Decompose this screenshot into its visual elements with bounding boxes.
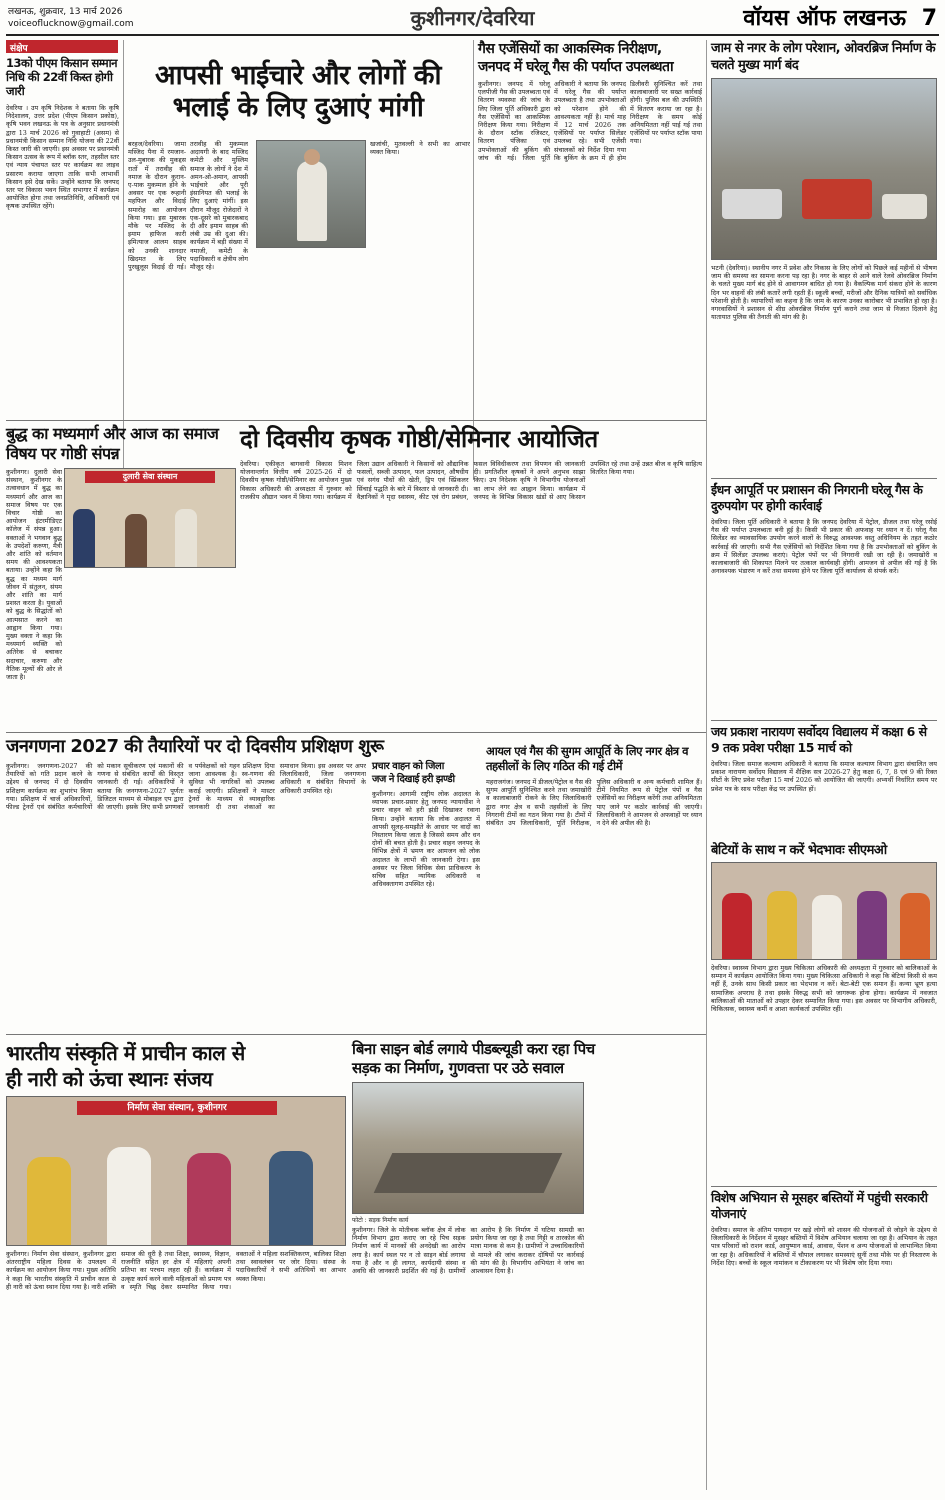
indhan-headline: ईंधन आपूर्ति पर प्रशासन की निगरानी घरेलू गैस के दुरुपयोग पर होगी कार्रवाई [711,482,923,513]
buddha-headline: बुद्ध का मध्यमार्ग और आज का समाज विषय पर गोष्ठी संपन्न [6,424,219,463]
buddha-banner: दुलारी सेवा संस्थान [85,471,215,483]
sadak-body-cont [590,1082,702,1490]
dateline-email: voiceoflucknow@gmail.com [8,19,134,29]
masthead-brand [743,2,937,32]
section-divider [6,1034,706,1035]
car-shape [722,189,782,219]
bhaichara-body-cont [370,140,470,410]
person-figure [175,509,197,567]
bhaichara-photo [256,140,366,248]
prachar-headline-line1: प्रचार वाहन को जिला [372,761,444,772]
section-divider [6,732,706,733]
betiyon-headline: बेटियों के साथ न करें भेदभावः सीएमओ [711,843,887,858]
betiyon-photo [711,862,937,960]
jayprakash-body: देवरिया। जिला समाज कल्याण अधिकारी ने बताया कि समाज कल्याण विभाग द्वारा संचालित जय प्रकाश नारायण सर्वोदय विद्यालय में शैक्षिक सत्र 2026-27 हेतु कक्षा 6, 7, 8 एवं 9 की रिक्त सीटों के लिए प्रवेश परीक्षा 15 मार्च 2026 को आयोजित की जाएगी। अभ्यर्थी निर्धारित समय पर प्रवेश पत्र के साथ परीक्षा केंद्र पर उपस्थित हों। [711,760,937,793]
gas-headline-line1: गैस एजेंसियों का आकस्मिक निरीक्षण, [478,41,662,57]
section-divider [711,478,937,479]
bhaichara-caption: खजांची, मुतवल्ली ने सभी का आभार व्यक्त किया। [370,140,470,157]
janganana-body: कुशीनगर। जनगणना-2027 की तैयारियों को गति प्रदान करने के उद्देश्य से जनपद में दो दिवसीय प्रशिक्षण कार्यक्रम का शुभारंभ किया गया। प्रशिक्षण में चार्ज अधिकारियों, फील्ड ट्रेनरों एवं संबंधित कर्मचारियों को मकान सूचीकरण एवं मकानों की गणना से संबंधित कार्यों की विस्तृत जानकारी दी गई। अधिकारियों ने बताया कि जनगणना-2027 पूर्णतः डिजिटल माध्यम से मोबाइल एप द्वारा की जाएगी। इसके लिए सभी प्रगणकों व पर्यवेक्षकों को गहन प्रशिक्षण दिया जाना आवश्यक है। स्व-गणना की सुविधा भी नागरिकों को उपलब्ध कराई जाएगी। प्रशिक्षकों ने मास्टर ट्रेनरों के माध्यम से व्यावहारिक जानकारी दी तथा शंकाओं का समाधान किया। इस अवसर पर अपर जिलाधिकारी, जिला जनगणना अधिकारी व संबंधित विभागों के अधिकारी उपस्थित रहे। [6,762,366,812]
page-number: 7 [921,6,937,31]
road-shape [374,1153,563,1193]
person-figure [900,893,930,959]
person-figure [767,891,797,959]
bhartiya-headline-line1: भारतीय संस्कृति में प्राचीन काल से [6,1041,245,1065]
buddha-body-cont [64,572,236,728]
gas-headline-line2: जनपद में घरेलू गैस की पर्याप्त उपलब्धता [478,59,674,75]
bhaichara-body: बरहज/देवरिया। जामा मस्जिद पैना में रमजान-उल-मुबारक की मुकद्दस रातों में तरावीह की नमाज के दौरान कुरान-ए-पाक मुकम्मल होने के अवसर पर एक रूहानी महफिल और विदाई समारोह का आयोजन किया गया। इस मुबारक मौके पर मस्जिद के इमाम हाफिज कारी इमित्याज आलम साहब को उनकी शानदार खिदमत के लिए पुरखुलूस विदाई दी गई। तरावीह की मुकम्मल अदायगी के बाद मस्जिद कमेटी और मुस्लिम समाज के लोगों ने देश में अमन-ओ-अमान, आपसी भाईचारे और पूरी इंसानियत की भलाई के लिए दुआएं मांगीं। इस दौरान मौजूद रोजेदारों ने एक-दूसरे को मुबारकबाद दी और इमाम साहब की लंबी उम्र की दुआ की। कार्यक्रम में बड़ी संख्या में नमाजी, कमेटी के पदाधिकारी व क्षेत्रीय लोग मौजूद रहे। [128,140,248,272]
bhaichara-headline-line2: भलाई के लिए दुआएं मांगी [172,92,424,123]
person-figure [125,514,147,567]
person-figure [269,1151,313,1246]
prachar-headline [372,760,480,786]
car-shape [882,194,927,219]
kisan-headline: 13को पीएम किसान सम्मान निधि की 22वीं किस्त होगी जारी [6,56,117,98]
buddha-body: कुशीनगर। दुलारी सेवा संस्थान, कुशीनगर के तत्वावधान में बुद्ध का मध्यमार्ग और आज का समाज विषय पर एक विचार गोष्ठी का आयोजन इंटरमीडिएट कॉलेज में संपन्न हुआ। वक्ताओं ने भगवान बुद्ध के उपदेशों करुणा, मैत्री और शांति को वर्तमान समय की आवश्यकता बताया। उन्होंने कहा कि बुद्ध का मध्यम मार्ग जीवन में संतुलन, संयम और शांति का मार्ग प्रशस्त करता है। युवाओं को बुद्ध के सिद्धांतों को आत्मसात करने का आह्वान किया गया। मुख्य वक्ता ने कहा कि मध्यमार्ग व्यक्ति को अतिरेक से बचाकर सदाचार, करुणा और नैतिक मूल्यों की ओर ले जाता है। [6,468,62,682]
prachar-body: कुशीनगर। आगामी राष्ट्रीय लोक अदालत के व्यापक प्रचार-प्रसार हेतु जनपद न्यायाधीश ने प्रचार वाहन को हरी झंडी दिखाकर रवाना किया। उन्होंने बताया कि लोक अदालत में आपसी सुलह-समझौते के आधार पर वादों का निस्तारण किया जाता है जिससे समय और धन दोनों की बचत होती है। प्रचार वाहन जनपद के विभिन्न क्षेत्रों में भ्रमण कर आमजन को लोक अदालत के लाभों की जानकारी देगा। इस अवसर पर जिला विधिक सेवा प्राधिकरण के सचिव सहित न्यायिक अधिकारी व अधिवक्तागण उपस्थित रहे। [372,790,480,889]
column-rule [706,40,707,1490]
bhartiya-body: कुशीनगर। निर्माण सेवा संस्थान, कुशीनगर द्वारा अंतरराष्ट्रीय महिला दिवस के उपलक्ष्य में कार्यक्रम का आयोजन किया गया। मुख्य अतिथि ने कहा कि भारतीय संस्कृति में प्राचीन काल से ही नारी को ऊंचा स्थान दिया गया है। नारी शक्ति समाज की धुरी है तथा शिक्षा, स्वास्थ्य, विज्ञान, राजनीति सहित हर क्षेत्र में महिलाएं अपनी प्रतिभा का परचम लहरा रही हैं। कार्यक्रम में उत्कृष्ट कार्य करने वाली महिलाओं को प्रमाण पत्र व स्मृति चिह्न देकर सम्मानित किया गया। वक्ताओं ने महिला सशक्तिकरण, बालिका शिक्षा तथा स्वावलंबन पर जोर दिया। संस्था के पदाधिकारियों ने सभी अतिथियों का आभार व्यक्त किया। [6,1250,346,1291]
brand-name: वॉयस ऑफ लखनऊ [743,6,907,31]
bhaichara-headline-line1: आपसी भाईचारे और लोगों की [154,60,442,91]
aayal-body: महराजगंज। जनपद में डीजल/पेट्रोल व गैस की सुगम आपूर्ति सुनिश्चित करने तथा जमाखोरी व कालाबाजारी रोकने के लिए जिलाधिकारी द्वारा नगर क्षेत्र व सभी तहसीलों के लिए निगरानी टीमों का गठन किया गया है। टीमों में संबंधित उप जिलाधिकारी, पूर्ति निरीक्षक, पुलिस अधिकारी व अन्य कर्मचारी शामिल हैं। टीमें नियमित रूप से पेट्रोल पंपों व गैस एजेंसियों का निरीक्षण करेंगी तथा अनियमितता पाए जाने पर कठोर कार्रवाई की जाएगी। जिलाधिकारी ने आमजन से अफवाहों पर ध्यान न देने की अपील की है। [486,778,702,828]
vishesh-body: देवरिया। समाज के अंतिम पायदान पर खड़े लोगों को शासन की योजनाओं से जोड़ने के उद्देश्य से जिलाधिकारी के निर्देशन में मुसहर बस्तियों में विशेष अभियान चलाया जा रहा है। अभियान के तहत पात्र परिवारों को राशन कार्ड, आयुष्मान कार्ड, आवास, पेंशन व अन्य योजनाओं से लाभान्वित किया जा रहा है। अधिकारियों ने बस्तियों में चौपाल लगाकर समस्याएं सुनीं तथा मौके पर ही निस्तारण के निर्देश दिए। बच्चों के स्कूल नामांकन व टीकाकरण पर भी विशेष जोर दिया गया। [711,1226,937,1267]
sadak-body: कुशीनगर। जिले के मोतीचक ब्लॉक क्षेत्र में लोक निर्माण विभाग द्वारा कराए जा रहे पिच सड़क निर्माण कार्य में मानकों की अनदेखी का आरोप लगा है। कार्य स्थल पर न तो साइन बोर्ड लगाया गया है और न ही लागत, कार्यदायी संस्था व अवधि की जानकारी प्रदर्शित की गई है। ग्रामीणों का आरोप है कि निर्माण में घटिया सामग्री का प्रयोग किया जा रहा है तथा गिट्टी व तारकोल की मात्रा मानक से कम है। ग्रामीणों ने उच्चाधिकारियों से मामले की जांच कराकर दोषियों पर कार्रवाई की मांग की है। विभागीय अभियंता ने जांच का आश्वासन दिया है। [352,1226,584,1276]
jam-headline: जाम से नगर के लोग परेशान, ओवरब्रिज निर्माण के चलते मुख्य मार्ग बंद [711,41,936,73]
vishesh-headline: विशेष अभियान से मूसहर बस्तियों में पहुंची सरकारी योजनाएं [711,1190,928,1221]
person-figure [187,1153,231,1246]
bus-shape [802,179,872,219]
person-figure [297,161,327,241]
jam-body: भटनी (देवरिया)। स्थानीय नगर में प्रवेश और निकास के लिए लोगों को पिछले कई महीनों से भीषण जाम की समस्या का सामना करना पड़ रहा है। नगर के बाहर से आने वाले रेलवे ओवरब्रिज निर्माण के चलते मुख्य मार्ग बंद होने से आवागमन बाधित हो गया है। वैकल्पिक मार्ग संकरा होने के कारण दिन भर वाहनों की लंबी कतारें लगी रहती हैं। स्कूली बच्चों, मरीजों और दैनिक यात्रियों को सर्वाधिक परेशानी होती है। व्यापारियों का कहना है कि जाम के कारण उनका कारोबार भी प्रभावित हो रहा है। नगरवासियों ने प्रशासन से शीघ्र ओवरब्रिज निर्माण पूर्ण कराने तथा जाम से निजात दिलाने हेतु यातायात पुलिस की तैनाती की मांग की है। [711,264,937,322]
section-title: कुशीनगर/देवरिया [410,6,535,30]
person-figure [722,893,752,959]
aayal-headline: आयल एवं गैस की सुगम आपूर्ति के लिए नगर क्षेत्र व तहसीलों के लिए गठित की गई टीमें [486,744,689,773]
jayprakash-headline: जय प्रकाश नारायण सर्वोदय विद्यालय में कक्षा 6 से 9 तक प्रवेश परीक्षा 15 मार्च को [711,724,927,755]
krishak-body: देवरिया। एकीकृत बागवानी विकास मिशन योजनान्तर्गत वित्तीय वर्ष 2025-26 में दो दिवसीय कृषक गोष्ठी/सेमिनार का आयोजन मुख्य विकास अधिकारी की अध्यक्षता में गुरुवार को राजकीय औद्यान भवन में किया गया। कार्यक्रम में जिला उद्यान अधिकारी ने किसानों को औद्यानिक फसलों, सब्जी उत्पादन, फल उत्पादन, औषधीय एवं सगंध पौधों की खेती, ड्रिप एवं स्प्रिंकलर सिंचाई पद्धति के बारे में विस्तार से जानकारी दी। वैज्ञानिकों ने मृदा स्वास्थ्य, कीट एवं रोग प्रबंधन, फसल विविधीकरण तथा विपणन की जानकारी दी। प्रगतिशील कृषकों ने अपने अनुभव साझा किए। उप निदेशक कृषि ने विभागीय योजनाओं का लाभ लेने का आह्वान किया। कार्यक्रम में जनपद के विभिन्न विकास खंडों से आए किसान उपस्थित रहे तथा उन्हें उन्नत बीज व कृषि साहित्य वितरित किया गया। [240,460,702,501]
person-figure [857,891,887,959]
section-divider [6,420,706,421]
buddha-photo [64,468,236,568]
bhartiya-headline [6,1040,346,1092]
bhaichara-body-mid [256,252,366,410]
person-figure [812,895,842,959]
sadak-photo [352,1082,584,1214]
gas-headline [478,40,702,76]
janganana-headline: जनगणना 2027 की तैयारियों पर दो दिवसीय प्रशिक्षण शुरू [6,736,384,757]
sadak-headline [352,1040,702,1078]
header-rule [6,34,939,36]
sadak-headline-line2: सड़क का निर्माण, गुणवत्ता पर उठे सवाल [352,1059,564,1077]
brief-label: संक्षेप [6,40,118,53]
column-rule [473,40,474,480]
dateline-date: लखनऊ, शुक्रवार, 13 मार्च 2026 [8,7,123,17]
gas-body: कुशीनगर। जनपद में घरेलू एलपीजी गैस की उपलब्धता एवं वितरण व्यवस्था की जांच के लिए जिला पूर्ति अधिकारी द्वारा गैस एजेंसियों का आकस्मिक निरीक्षण किया गया। निरीक्षण के दौरान स्टॉक रजिस्टर, वितरण पंजिका एवं उपभोक्ताओं की बुकिंग की जांच की गई। जिला पूर्ति अधिकारी ने बताया कि जनपद में घरेलू गैस की पर्याप्त उपलब्धता है तथा उपभोक्ताओं को परेशान होने की आवश्यकता नहीं है। मार्च माह में 12 मार्च 2026 तक एजेंसियों पर पर्याप्त सिलेंडर उपलब्ध रहे। सभी एजेंसी संचालकों को निर्देश दिया गया कि बुकिंग के क्रम में ही होम डिलीवरी सुनिश्चित करें तथा कालाबाजारी पर सख्त कार्रवाई होगी। पुलिस बल की उपस्थिति में वितरण कराया जा रहा है। निरीक्षण के समय कोई अनियमितता नहीं पाई गई तथा एजेंसियों पर पर्याप्त स्टॉक पाया गया। [478,80,702,162]
kisan-body: देवरिया । उप कृषि निदेशक ने बताया कि कृषि निदेशालय, उत्तर प्रदेश (पीएम किसान प्रकोष्ठ), कृषि भवन लखनऊ के पत्र के अनुसार प्रधानमंत्री द्वारा 13 मार्च 2026 को गुवाहाटी (असम) से प्रधानमंत्री किसान सम्मान निधि योजना की 22वीं किस्त जारी की जाएगी। इस अवसर पर प्रधानमंत्री किसान उत्सव के रूप में ब्लॉक स्तर, तहसील स्तर एवं न्याय पंचायत स्तर पर कार्यक्रम का लाइव प्रसारण कराया जाएगा ताकि सभी लाभार्थी किसान इसे देख सकें। उन्होंने बताया कि जनपद स्तर पर विकास भवन स्थित सभागार में कार्यक्रम आयोजित होगा तथा जनप्रतिनिधि, अधिकारी एवं कृषक उपस्थित रहेंगे। [6,104,119,211]
bhartiya-banner: निर्माण सेवा संस्थान, कुशीनगर [77,1101,277,1115]
bhaichara-headline [128,60,468,124]
bhartiya-photo [6,1096,346,1246]
person-head [304,149,320,165]
sadak-headline-line1: बिना साइन बोर्ड लगाये पीडब्ल्यूडी करा रहा पिच [352,1040,595,1058]
person-figure [27,1157,71,1246]
section-divider [711,720,937,721]
krishak-headline: दो दिवसीय कृषक गोष्ठी/सेमिनार आयोजित [240,425,598,453]
prachar-headline-line2: जज ने दिखाई हरी झण्डी [372,774,455,785]
betiyon-body: देवरिया। स्वास्थ्य विभाग द्वारा मुख्य चिकित्सा अधिकारी की अध्यक्षता में गुरुवार को बालिकाओं के सम्मान में कार्यक्रम आयोजित किया गया। मुख्य चिकित्सा अधिकारी ने कहा कि बेटियां किसी से कम नहीं हैं, उनके साथ किसी प्रकार का भेदभाव न करें। बेटा-बेटी एक समान हैं। कन्या भ्रूण हत्या सामाजिक अपराध है तथा इसके विरुद्ध सभी को जागरूक होना होगा। कार्यक्रम में नवजात बालिकाओं की माताओं को उपहार देकर सम्मानित किया गया। इस अवसर पर विभागीय अधिकारी, चिकित्सक, स्वास्थ्य कर्मी व आशा कार्यकर्ता उपस्थित रहीं। [711,964,937,1014]
person-figure [107,1147,151,1246]
bhartiya-headline-line2: ही नारी को ऊंचा स्थानः संजय [6,1067,213,1091]
indhan-body: देवरिया। जिला पूर्ति अधिकारी ने बताया है कि जनपद देवरिया में पेट्रोल, डीजल तथा घरेलू रसोई गैस की पर्याप्त उपलब्धता बनी हुई है। किसी भी प्रकार की अफवाह पर ध्यान न दें। घरेलू गैस सिलेंडर का व्यावसायिक उपयोग करने वालों के विरुद्ध आवश्यक वस्तु अधिनियम के तहत कठोर कार्रवाई की जाएगी। सभी गैस एजेंसियों को निर्देशित किया गया है कि उपभोक्ताओं को बुकिंग के क्रम में सिलेंडर उपलब्ध कराएं। पेट्रोल पंपों पर भी निगरानी रखी जा रही है। जमाखोरी व कालाबाजारी की शिकायत मिलने पर तत्काल कार्यवाही होगी। आमजन से अपील की गई है कि अनावश्यक भंडारण न करें तथा समस्या होने पर जिला पूर्ति कार्यालय से संपर्क करें। [711,518,937,576]
jam-photo [711,78,937,260]
person-figure [73,509,95,567]
sadak-caption: फोटो : सड़क निर्माण कार्य [352,1217,409,1224]
section-divider [711,1186,937,1187]
